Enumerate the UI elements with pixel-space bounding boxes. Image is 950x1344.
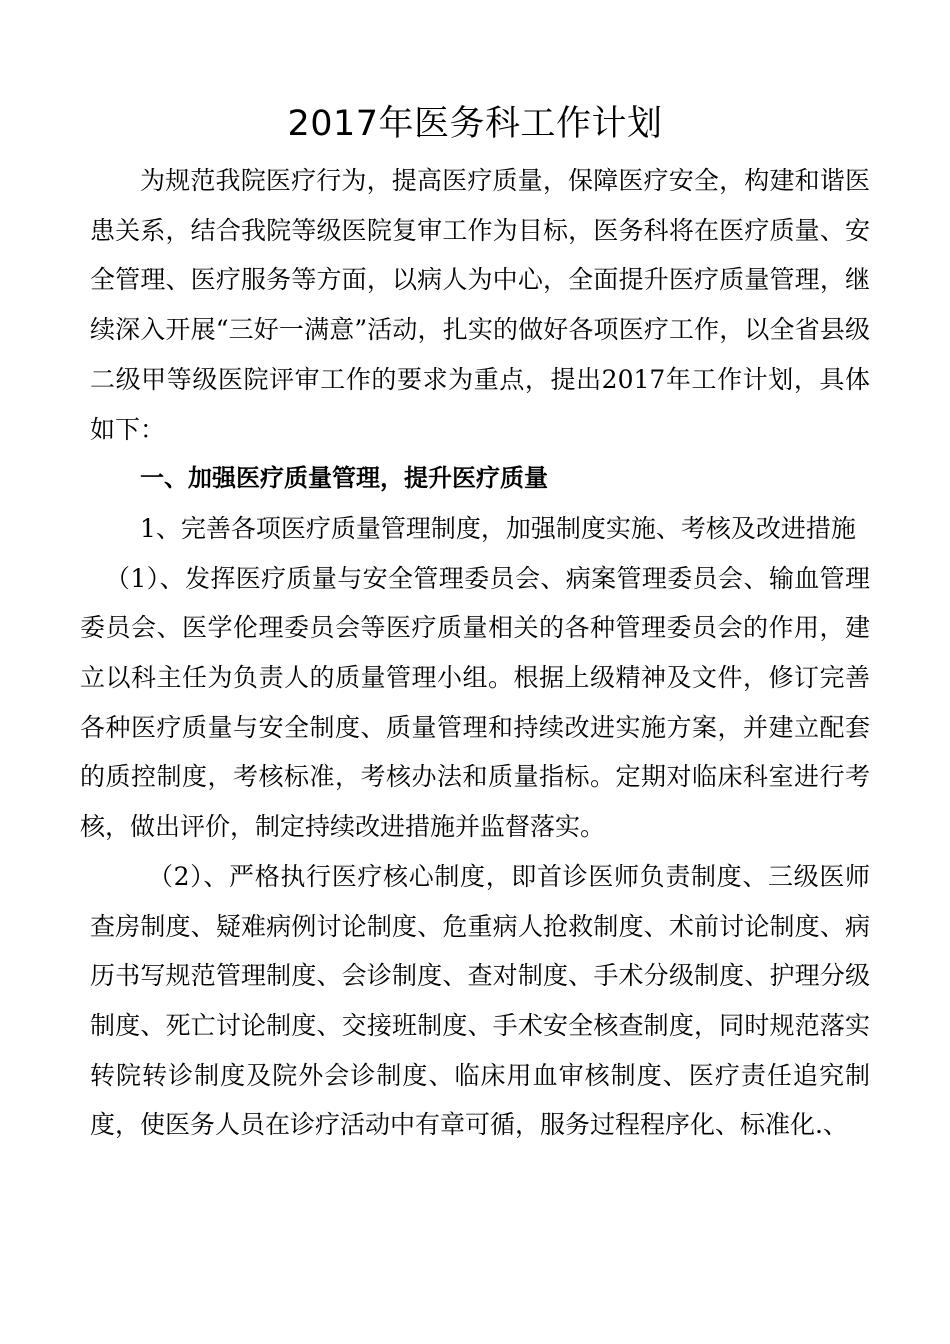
sub-item-paragraph-2: （2）、严格执行医疗核心制度，即首诊医师负责制度、三级医师查房制度、疑难病例讨论制度、危重病人抢救制度、术前讨论制度、病历书写规范管理制度、会诊制度、查对制度、手术分级制度、护理分级制度、死亡讨论制度、交接班制度、手术安全核查制度，同时规范落实转院转诊制度及院外会诊制度、临床用血审核制度、医疗责任追究制度，使医务人员在诊疗活动中有章可循，服务过程程序化、标准化.、 [90, 861, 870, 1140]
document-body [80, 156, 870, 1150]
item-paragraph: 1、完善各项医疗质量管理制度，加强制度实施、考核及改进措施 [140, 513, 856, 543]
section-heading: 一、加强医疗质量管理，提升医疗质量 [140, 464, 548, 493]
intro-paragraph: 为规范我院医疗行为，提高医疗质量，保障医疗安全，构建和谐医患关系，结合我院等级医院复审工作为目标，医务科将在医疗质量、安全管理、医疗服务等方面，以病人为中心，全面提升医疗质量管理，继续深入开展“三好一满意”活动，扎实的做好各项医疗工作，以全省县级二级甲等级医院评审工作的要求为重点，提出2017年工作计划，具体如下： [90, 166, 870, 444]
document-title: 2017年医务科工作计划 [287, 104, 663, 144]
sub-item-paragraph-1: （1）、发挥医疗质量与安全管理委员会、病案管理委员会、输血管理委员会、医学伦理委员会等医疗质量相关的各种管理委员会的作用，建立以科主任为负责人的质量管理小组。根据上级精神及文件，修订完善各种医疗质量与安全制度、质量管理和持续改进实施方案，并建立配套的质控制度，考核标准，考核办法和质量指标。定期对临床科室进行考核，做出评价，制定持续改进措施并监督落实。 [80, 563, 870, 842]
